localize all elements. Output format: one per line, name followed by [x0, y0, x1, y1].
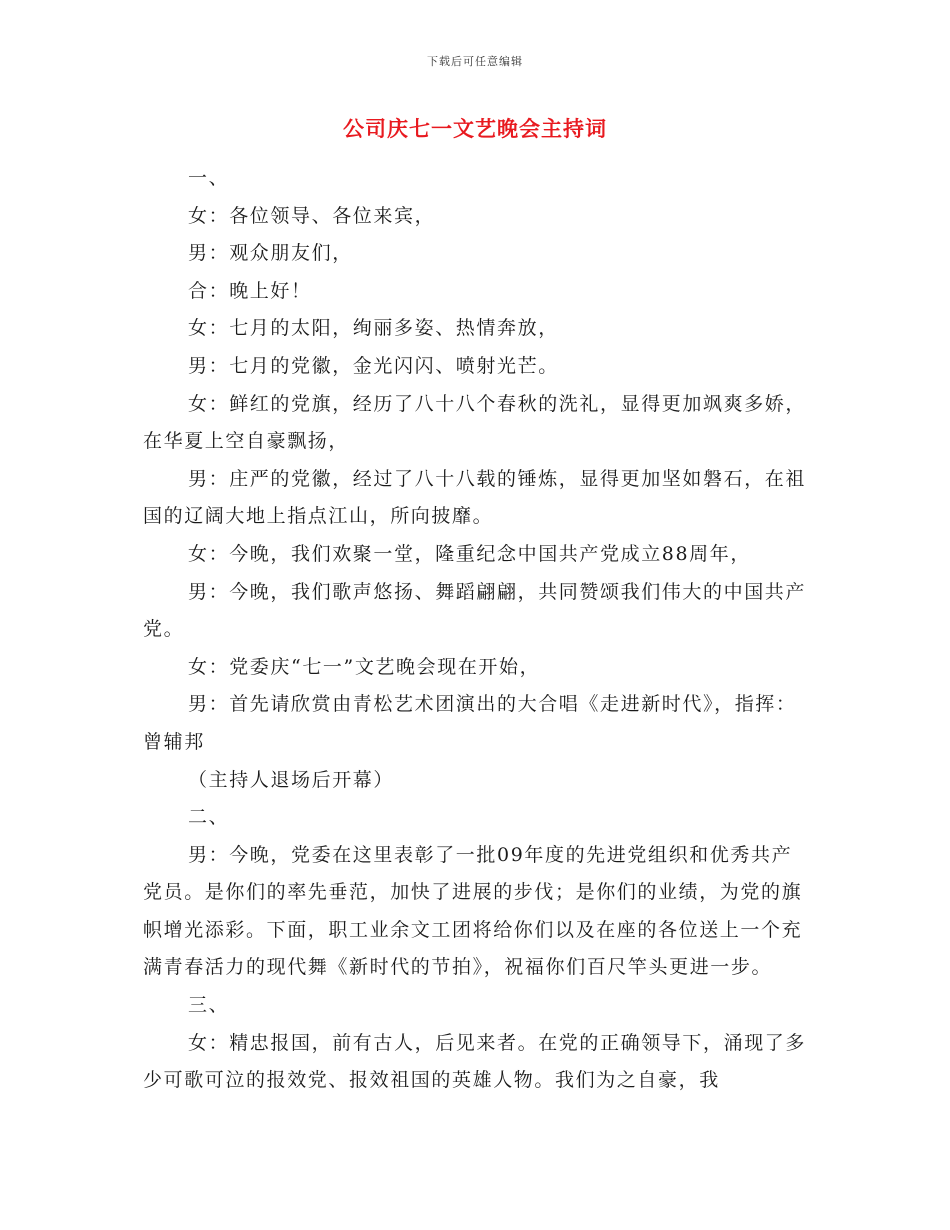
document-body	[143, 160, 808, 1100]
paragraph-male-emblem-2: 男：庄严的党徽，经过了八十八载的锤炼，显得更加坚如磐石，在祖国的辽阔大地上指点江山，所向披靡。	[143, 467, 807, 528]
paragraph-female-sun: 女：七月的太阳，绚丽多姿、热情奔放，	[188, 317, 559, 340]
paragraph-female-heroes: 女：精忠报国，前有古人，后见来者。在党的正确领导下，涌现了多少可歌可泣的报效党、报效祖国的英雄人物。我们为之自豪，我	[143, 1031, 807, 1092]
paragraph-male-tonight: 男：今晚，我们歌声悠扬、舞蹈翩翩，共同赞颂我们伟大的中国共产党。	[143, 580, 807, 641]
paragraph-female-tonight: 女：今晚，我们欢聚一堂，隆重纪念中国共产党成立88周年，	[188, 542, 751, 565]
paragraph-male-greeting: 男：观众朋友们，	[188, 242, 353, 265]
paragraph-together-greeting: 合：晚上好！	[188, 279, 312, 302]
paragraph-male-emblem: 男：七月的党徽，金光闪闪、喷射光芒。	[188, 354, 559, 377]
paragraph-section-2: 二、	[188, 806, 230, 829]
paragraph-section-1: 一、	[188, 167, 230, 189]
document-title: 公司庆七一文艺晚会主持词	[343, 116, 607, 141]
paragraph-female-opening: 女：党委庆“七一”文艺晚会现在开始，	[188, 655, 541, 678]
paragraph-female-greeting: 女：各位领导、各位来宾，	[188, 204, 436, 227]
paragraph-male-first-show: 男：首先请欣赏由青松艺术团演出的大合唱《走进新时代》，指挥：曾辅邦	[143, 693, 797, 753]
paragraph-section-3: 三、	[188, 994, 230, 1017]
paragraph-male-awards: 男：今晚，党委在这里表彰了一批09年度的先进党组织和优秀共产党员。是你们的率先垂范，加快了进展的步伐；是你们的业绩，为党的旗帜增光添彩。下面，职工业余文工团将给你们以及在座的各位送上一个充满青春活力的现代舞《新时代的节拍》，祝福你们百尺竿头更进一步。	[143, 843, 803, 979]
paragraph-female-flag: 女：鲜红的党旗，经历了八十八个春秋的洗礼，显得更加飒爽多娇，在华夏上空自豪飘扬，	[143, 392, 807, 453]
header-note: 下载后可任意编辑	[427, 55, 523, 68]
paragraph-stage-direction: （主持人退场后开幕）	[188, 768, 395, 791]
